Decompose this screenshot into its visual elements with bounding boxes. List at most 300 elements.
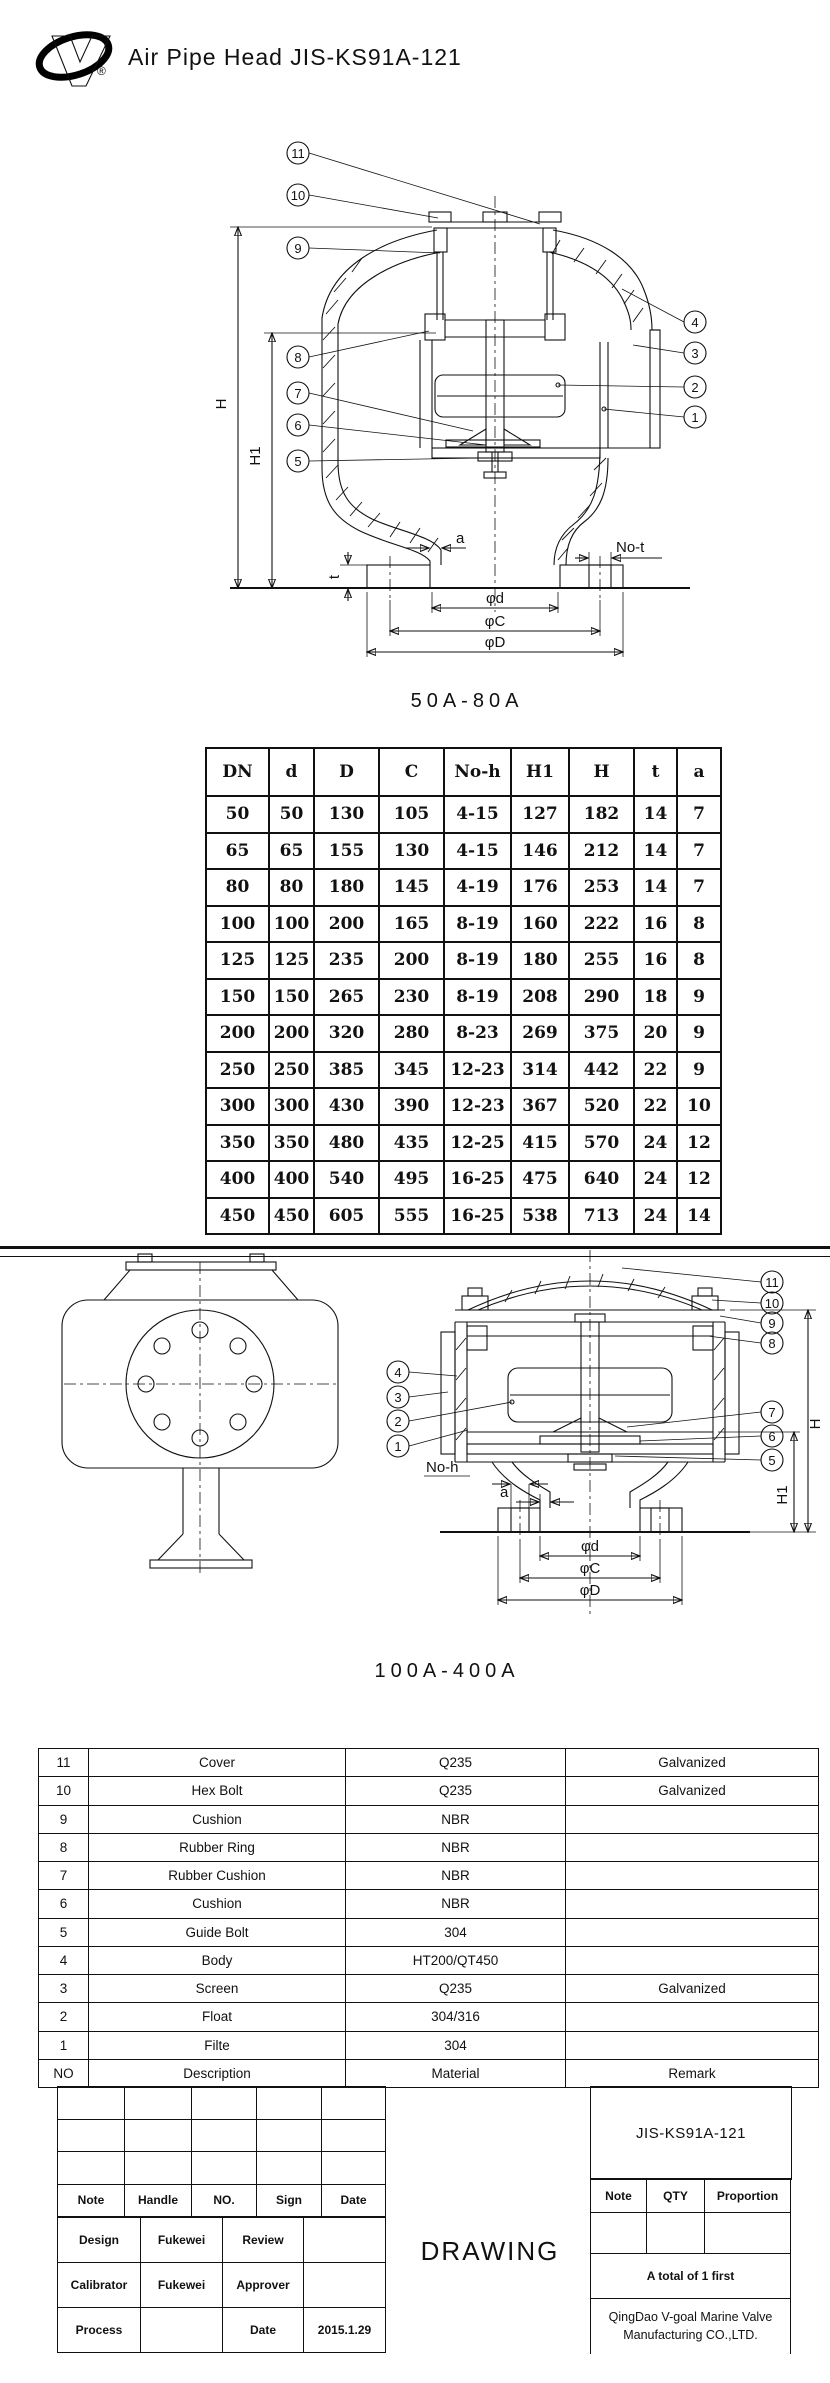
table-cell: d [269,748,314,796]
table-cell: Hex Bolt [89,1777,346,1805]
table-cell: 145 [379,869,444,906]
title-block-approval-grid [57,2217,386,2353]
table-row [58,2119,386,2152]
table-cell: Cover [89,1749,346,1777]
proportion-value [705,2213,791,2254]
table-row [39,1749,819,1777]
table-cell: 2 [39,2003,89,2031]
section-hatching [323,240,643,560]
table-row [39,2031,819,2059]
callout-10: 10 [290,188,306,203]
table-cell: 165 [379,906,444,943]
table-cell [58,2119,125,2152]
callout2-6: 6 [768,1429,776,1444]
table-cell: 12-23 [444,1052,511,1089]
table-cell: 200 [269,1015,314,1052]
table-cell [322,2152,386,2185]
table-cell: Material [346,2059,566,2087]
table-cell [192,2119,257,2152]
table-cell: 265 [314,979,379,1016]
company-line-2: Manufacturing CO.,LTD. [623,2328,758,2343]
design-name: Fukewei [141,2218,223,2263]
table-cell: 7 [39,1862,89,1890]
table-cell: DN [206,748,269,796]
process-label: Process [58,2308,141,2353]
table-cell: Rubber Ring [89,1833,346,1861]
table-cell: 182 [569,796,634,833]
table-cell: 176 [511,869,569,906]
dim2-H1: H1 [774,1485,791,1505]
table-cell [58,2087,125,2120]
table-cell: 350 [206,1125,269,1162]
table-cell: 208 [511,979,569,1016]
table-cell: 130 [379,833,444,870]
table-cell: 16 [634,906,677,943]
table-cell: 9 [677,1052,721,1089]
table-cell [566,1918,819,1946]
dimension-table-header [206,748,721,796]
table-cell: 150 [206,979,269,1016]
table-row [206,1088,721,1125]
table-row [206,979,721,1016]
callout2-10: 10 [764,1296,780,1311]
table-cell: 14 [634,833,677,870]
table-cell [566,2031,819,2059]
dim-a: a [456,530,465,547]
table-cell: 280 [379,1015,444,1052]
table-cell: 180 [314,869,379,906]
table-cell [566,1805,819,1833]
table-cell: 12 [677,1161,721,1198]
table-cell: 105 [379,796,444,833]
table-cell: H [569,748,634,796]
table-row [206,906,721,943]
dim-phi-D: φD [484,634,506,651]
vgoal-logo [24,16,124,94]
table-cell: 475 [511,1161,569,1198]
table-row [39,1862,819,1890]
table-cell: 22 [634,1088,677,1125]
table-cell: Filte [89,2031,346,2059]
table-row [206,833,721,870]
table-cell [566,1890,819,1918]
table-cell: t [634,748,677,796]
table-cell: 375 [569,1015,634,1052]
callout2-9: 9 [768,1316,776,1331]
table-cell: Q235 [346,1777,566,1805]
table-cell: 304 [346,2031,566,2059]
table-cell: 150 [269,979,314,1016]
table-cell: Body [89,1946,346,1974]
table-cell [125,2152,192,2185]
table-cell: NBR [346,1805,566,1833]
table-cell: 7 [677,833,721,870]
title-block-qty-grid [590,2178,791,2354]
callout-3: 3 [691,346,699,361]
table-cell: 12 [677,1125,721,1162]
table-cell: C [379,748,444,796]
dim-H: H [213,398,230,410]
float [435,375,565,417]
bottom-flange [230,556,690,598]
dim2-H: H [807,1418,824,1430]
table-cell: Q235 [346,1749,566,1777]
table-cell: 130 [314,796,379,833]
table-cell: 24 [634,1198,677,1235]
table-cell: 100 [206,906,269,943]
process-value [141,2308,223,2353]
table-cell: 200 [206,1015,269,1052]
table-cell: 4-15 [444,833,511,870]
table-row [58,2184,386,2217]
table-cell: 24 [634,1161,677,1198]
dim2-no-h: No-h [426,1459,459,1476]
table-cell: 520 [569,1088,634,1125]
table-row [206,1125,721,1162]
body-section [322,230,660,565]
table-cell: 430 [314,1088,379,1125]
table-cell: 713 [569,1198,634,1235]
table-row [206,748,721,796]
table-row [206,1198,721,1235]
table-cell: 8 [677,906,721,943]
table-cell [566,1833,819,1861]
design-label: Design [58,2218,141,2263]
table-cell: 146 [511,833,569,870]
table-cell: Cushion [89,1890,346,1918]
page-title: Air Pipe Head JIS-KS91A-121 [128,44,462,70]
table-cell: 10 [39,1777,89,1805]
table-cell: 155 [314,833,379,870]
callout2-5: 5 [768,1453,776,1468]
dim2-phi-C: φC [579,1560,601,1577]
front-view [62,1254,338,1575]
table-cell [125,2119,192,2152]
dim2-phi-d: φd [580,1538,600,1555]
table-cell: 304/316 [346,2003,566,2031]
registered-mark: ® [97,64,106,78]
table-cell: 4-15 [444,796,511,833]
table-cell: 9 [39,1805,89,1833]
handle-col-header: Handle [125,2184,192,2217]
table-cell: 8-19 [444,979,511,1016]
table-row [39,1975,819,2003]
table-cell: 255 [569,942,634,979]
table-cell: 304 [346,1918,566,1946]
table-row [206,1052,721,1089]
company-name [591,2299,791,2354]
parts-list-body [39,1749,819,2088]
table-row [39,1946,819,1974]
table-cell: No-h [444,748,511,796]
table-cell: Screen [89,1975,346,2003]
proportion-header: Proportion [705,2179,791,2213]
table-cell: 435 [379,1125,444,1162]
table-cell [257,2152,322,2185]
table-cell [566,1946,819,1974]
table-cell: 4 [39,1946,89,1974]
callout2-7: 7 [768,1405,776,1420]
table-cell: Q235 [346,1975,566,2003]
table-row [58,2308,386,2353]
calibrator-name: Fukewei [141,2263,223,2308]
callout-2: 2 [691,380,699,395]
technical-drawing-50a-80a [0,85,830,745]
table-cell [125,2087,192,2120]
table-cell: Float [89,2003,346,2031]
table-cell [322,2087,386,2120]
table-row [206,1015,721,1052]
table-cell: 253 [569,869,634,906]
table-row [39,1777,819,1805]
table-row [39,1805,819,1833]
table-row [39,2003,819,2031]
table-cell: NBR [346,1862,566,1890]
table-cell: 14 [677,1198,721,1235]
dim-t: t [326,574,343,580]
dim-phi-d: φd [485,590,505,607]
parts-list-table [38,1748,819,2088]
company-line-1: QingDao V-goal Marine Valve [608,2309,773,2324]
table-cell: Description [89,2059,346,2087]
table-cell: 65 [269,833,314,870]
table-cell: D [314,748,379,796]
table-cell: 200 [379,942,444,979]
table-cell: 14 [634,796,677,833]
table-row [591,2254,791,2299]
review-label: Review [223,2218,304,2263]
table-cell: Guide Bolt [89,1918,346,1946]
table-cell: 538 [511,1198,569,1235]
table-cell: 450 [206,1198,269,1235]
calibrator-label: Calibrator [58,2263,141,2308]
table-cell: 640 [569,1161,634,1198]
table-cell: Galvanized [566,1749,819,1777]
sign-col-header: Sign [257,2184,322,2217]
table-cell: 8-19 [444,906,511,943]
table-cell: 125 [269,942,314,979]
table-cell: 367 [511,1088,569,1125]
table-cell: 12-23 [444,1088,511,1125]
table-cell [566,1862,819,1890]
table-cell: Galvanized [566,1975,819,2003]
table-row [39,1918,819,1946]
table-cell: 5 [39,1918,89,1946]
review-value [304,2218,386,2263]
table-cell: 345 [379,1052,444,1089]
qty-header: QTY [647,2179,705,2213]
table-cell: 180 [511,942,569,979]
table-cell: 127 [511,796,569,833]
table-row [591,2299,791,2354]
table-cell: 230 [379,979,444,1016]
table-cell [322,2119,386,2152]
table-cell: Galvanized [566,1777,819,1805]
table-cell: 320 [314,1015,379,1052]
table-cell: 442 [569,1052,634,1089]
table-row [206,869,721,906]
table-cell: 9 [677,979,721,1016]
table-row [58,2218,386,2263]
table-cell: 212 [569,833,634,870]
callout-1: 1 [691,410,699,425]
dimensions-2 [424,1310,824,1605]
table-cell: 450 [269,1198,314,1235]
table-cell: 18 [634,979,677,1016]
table-row [58,2152,386,2185]
callout-8: 8 [294,350,302,365]
callout-5: 5 [294,454,302,469]
drawing1-caption: 50A-80A [410,690,524,712]
table-cell: 555 [379,1198,444,1235]
table-cell: 8 [677,942,721,979]
callout2-2: 2 [394,1414,402,1429]
callouts [287,142,706,472]
table-cell: 200 [314,906,379,943]
table-cell: 20 [634,1015,677,1052]
table-cell: 4-19 [444,869,511,906]
table-row [206,942,721,979]
table-row [39,2059,819,2087]
approver-label: Approver [223,2263,304,2308]
table-row [591,2213,791,2254]
drawing2-caption: 100A-400A [374,1660,520,1682]
table-cell [192,2087,257,2120]
table-cell: 16-25 [444,1198,511,1235]
table-cell: 7 [677,869,721,906]
dim-no-t: No-t [616,539,645,556]
table-cell: 24 [634,1125,677,1162]
table-cell: 16 [634,942,677,979]
total-sheets-text: A total of 1 first [591,2254,791,2299]
table-cell: 6 [39,1890,89,1918]
dim2-a: a [500,1484,509,1501]
table-cell: 350 [269,1125,314,1162]
table-cell [192,2152,257,2185]
table-cell: 400 [269,1161,314,1198]
callout-4: 4 [691,315,699,330]
table-cell: 50 [206,796,269,833]
table-cell: 290 [569,979,634,1016]
table-row [39,1833,819,1861]
dim-H1: H1 [247,446,264,466]
table-cell: 495 [379,1161,444,1198]
table-cell: 222 [569,906,634,943]
table-cell: a [677,748,721,796]
table-cell: 125 [206,942,269,979]
table-cell: 390 [379,1088,444,1125]
table-cell: 80 [269,869,314,906]
table-cell: 11 [39,1749,89,1777]
callout2-1: 1 [394,1439,402,1454]
table-cell: 3 [39,1975,89,2003]
table-cell: 8 [39,1833,89,1861]
table-cell: 80 [206,869,269,906]
table-cell: 10 [677,1088,721,1125]
table-cell: 385 [314,1052,379,1089]
table-cell: 50 [269,796,314,833]
table-cell: 480 [314,1125,379,1162]
callout2-4: 4 [394,1365,402,1380]
table-cell: 7 [677,796,721,833]
table-cell: 605 [314,1198,379,1235]
table-cell: 8-19 [444,942,511,979]
table-cell: 400 [206,1161,269,1198]
callout-11: 11 [291,146,305,161]
table-cell: 9 [677,1015,721,1052]
table-row [58,2087,386,2120]
date-label: Date [223,2308,304,2353]
table-cell: 415 [511,1125,569,1162]
table-cell: 314 [511,1052,569,1089]
technical-drawing-100a-400a [0,1240,830,1700]
table-cell: 160 [511,906,569,943]
table-cell: 14 [634,869,677,906]
no-col-header: NO. [192,2184,257,2217]
table-cell: 300 [269,1088,314,1125]
table-cell: 269 [511,1015,569,1052]
callout2-8: 8 [768,1336,776,1351]
table-cell: 22 [634,1052,677,1089]
note-col-header: Note [58,2184,125,2217]
table-cell: 65 [206,833,269,870]
table-row [206,796,721,833]
dimension-table [205,747,722,1235]
table-cell: Cushion [89,1805,346,1833]
date-value: 2015.1.29 [304,2308,386,2353]
table-cell [58,2152,125,2185]
table-cell: 570 [569,1125,634,1162]
table-cell [257,2087,322,2120]
table-row [206,1161,721,1198]
guide-stem [446,320,540,478]
table-cell: NBR [346,1833,566,1861]
drawing-type-label: DRAWING [420,2236,560,2266]
dimension-table-body [206,796,721,1234]
table-row [591,2179,791,2213]
table-cell: 16-25 [444,1161,511,1198]
table-cell: 100 [269,906,314,943]
table-cell: 8-23 [444,1015,511,1052]
table-cell: HT200/QT450 [346,1946,566,1974]
table-cell: NBR [346,1890,566,1918]
table-row [39,1890,819,1918]
table-cell: 235 [314,942,379,979]
table-cell: 250 [269,1052,314,1089]
dim2-phi-D: φD [579,1582,601,1599]
callout2-11: 11 [765,1275,779,1290]
table-cell: NO [39,2059,89,2087]
table-cell [566,2003,819,2031]
table-cell: Rubber Cushion [89,1862,346,1890]
approver-value [304,2263,386,2308]
callouts-2 [387,1268,783,1471]
table-cell: 1 [39,2031,89,2059]
callout-7: 7 [294,386,302,401]
table-cell: H1 [511,748,569,796]
note-header: Note [591,2179,647,2213]
drawing-number: JIS-KS91A-121 [590,2086,792,2180]
note-value [591,2213,647,2254]
table-cell: 250 [206,1052,269,1089]
table-cell: 300 [206,1088,269,1125]
table-cell: 540 [314,1161,379,1198]
callout2-3: 3 [394,1390,402,1405]
dim-phi-C: φC [484,613,506,630]
callout-9: 9 [294,241,302,256]
date-col-header: Date [322,2184,386,2217]
title-block-sign-grid [57,2086,386,2217]
